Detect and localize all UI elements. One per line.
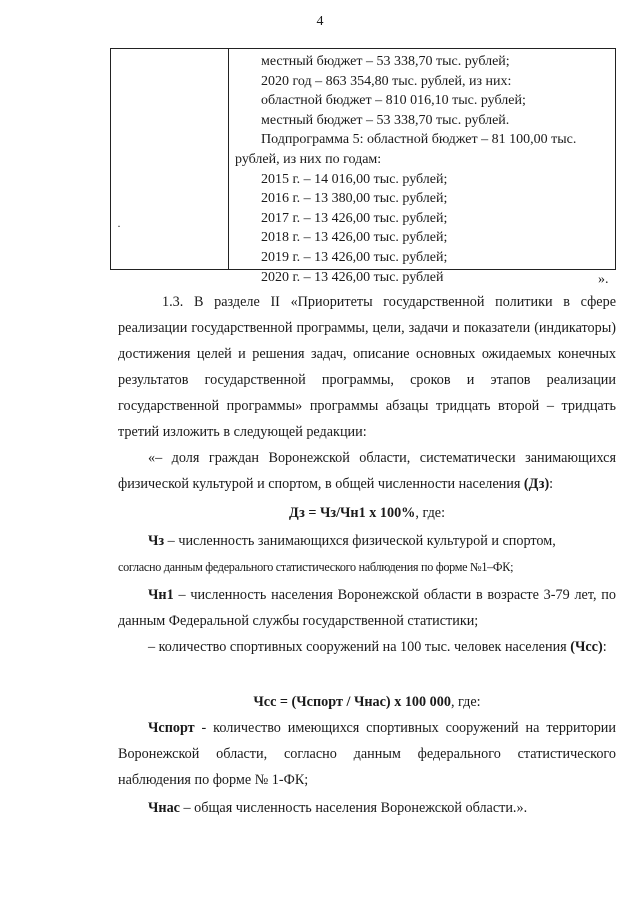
- indicator-dz-symbol: (Дз): [523, 476, 550, 492]
- definition-chnas-symbol: Чнас: [148, 800, 180, 816]
- formula-dz: [118, 500, 616, 526]
- formula-chss-expression: Чсс = (Чспорт / Чнас) х 100 000: [253, 694, 451, 710]
- indicator-dz-end: :: [549, 476, 554, 492]
- definition-chnas: [118, 795, 616, 821]
- formula-chss-tail: , где:: [450, 694, 481, 710]
- paragraph-amendment: 1.3. В разделе II «Приоритеты государственной политики в сфере реализации государственной программы, цели, задачи и показатели (индикаторы) достижения целей и решения задач, описание основных ожидаемых конечных результатов государственной программы, сроков и этапов реализации государственной программы» программы абзацы тридцать второй – тридцать третий изложить в следующей редакции:: [118, 294, 616, 440]
- indicator-chss-end: :: [602, 639, 607, 655]
- table-line: 2017 г. – 13 426,00 тыс. рублей;: [261, 210, 448, 226]
- funding-table: [110, 48, 616, 285]
- table-line: 2020 г. – 13 426,00 тыс. рублей: [261, 269, 444, 285]
- definition-chz-symbol: Чз: [148, 533, 165, 549]
- table-line: 2016 г. – 13 380,00 тыс. рублей;: [261, 191, 448, 207]
- table-column-divider: [228, 49, 229, 269]
- table-line: местный бюджет – 53 338,70 тыс. рублей;: [261, 54, 510, 69]
- definition-chsport-text: - количество имеющихся спортивных сооружений на территории Воронежской области, согласно данным федерального статистического наблюдения по форме № 1-ФК;: [118, 720, 616, 788]
- quote-close: ».: [598, 272, 609, 287]
- formula-chss: [118, 689, 616, 715]
- table-left-cell-mark: ·: [117, 219, 121, 233]
- paragraph-indicator-dz: [118, 445, 616, 497]
- definition-chz: [118, 528, 616, 554]
- table-line: областной бюджет – 810 016,10 тыс. рублей;: [261, 93, 526, 109]
- definition-chn1-symbol: Чн1: [148, 587, 174, 603]
- indicator-dz-text: «– доля граждан Воронежской области, систематически занимающихся физической культурой и спортом, в общей численности населения: [118, 450, 616, 492]
- table-right-cell: [235, 52, 609, 287]
- table-line: 2018 г. – 13 426,00 тыс. рублей;: [261, 230, 448, 246]
- definition-chz-source: согласно данным федерального статистического наблюдения по форме №1–ФК;: [118, 560, 514, 574]
- definition-chnas-text: – общая численность населения Воронежской области.».: [179, 800, 528, 816]
- formula-dz-expression: Дз = Чз/Чн1 х 100%: [288, 505, 416, 521]
- table-line: 2019 г. – 13 426,00 тыс. рублей;: [261, 249, 448, 265]
- table-line: рублей, из них по годам:: [235, 151, 382, 167]
- indicator-chss-symbol: (Чсс): [570, 639, 603, 655]
- definition-chsport: [118, 715, 616, 793]
- table-line: Подпрограмма 5: областной бюджет – 81 100,00 тыс.: [261, 132, 577, 148]
- definition-chsport-symbol: Чспорт: [148, 720, 195, 736]
- definition-chz-text: – численность занимающихся физической культурой и спортом,: [164, 533, 556, 549]
- table-line: местный бюджет – 53 338,70 тыс. рублей.: [261, 112, 510, 128]
- formula-dz-tail: , где:: [415, 505, 446, 521]
- table-line: 2015 г. – 14 016,00 тыс. рублей;: [261, 171, 448, 187]
- indicator-chss-text: – количество спортивных сооружений на 100 тыс. человек населения: [148, 639, 571, 655]
- definition-chn1: [118, 582, 616, 634]
- paragraph-indicator-chss: [118, 634, 616, 660]
- table-line: 2020 год – 863 354,80 тыс. рублей, из них:: [261, 73, 512, 89]
- definition-chn1-text: – численность населения Воронежской области в возрасте 3-79 лет, по данным Федеральной службы государственной статистики;: [118, 587, 616, 629]
- page-number: 4: [316, 14, 324, 29]
